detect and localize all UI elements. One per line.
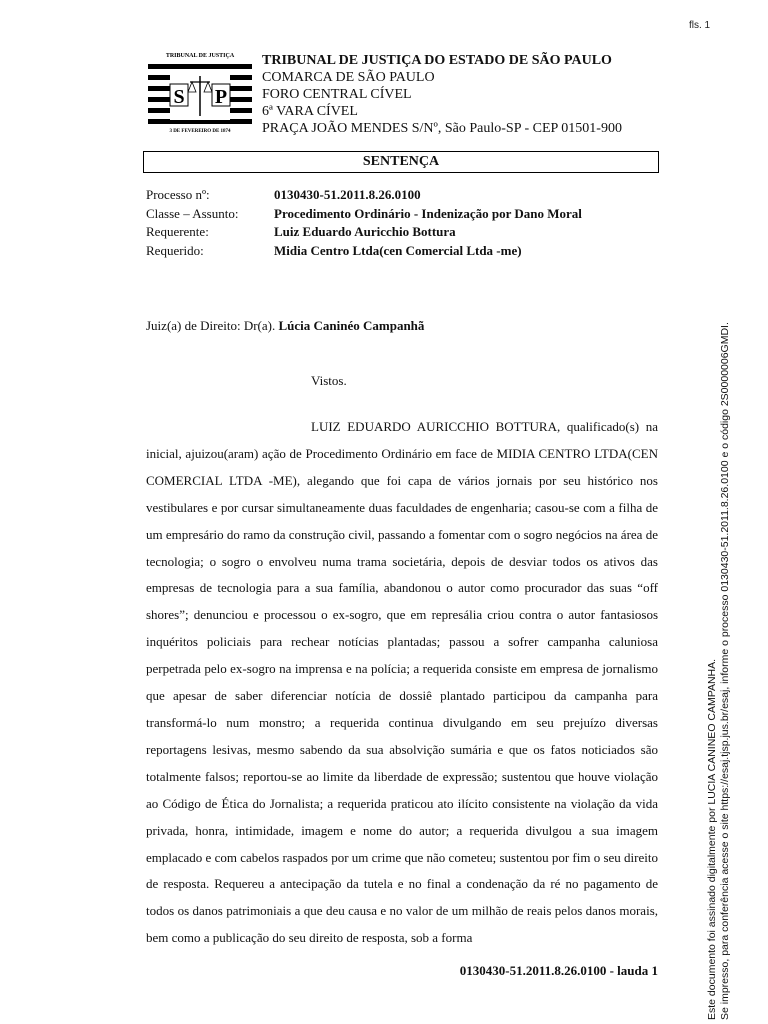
- vara: 6ª VARA CÍVEL: [262, 104, 358, 119]
- logo-bottom-text: 3 DE FEVEREIRO DE 1874: [169, 129, 231, 134]
- court-name: TRIBUNAL DE JUSTIÇA DO ESTADO DE SÃO PAULO: [262, 53, 612, 68]
- court-header: [262, 52, 622, 137]
- verification-line: Se impresso, para conferência acesse o site https://esaj.tjsp.jus.br/esaj, informe o processo 0130430-51.2011.8.26.0100 e o código 2S0000006GMDI.: [719, 322, 731, 1020]
- requerido-label: Requerido:: [146, 242, 204, 258]
- document-title: SENTENÇA: [143, 151, 659, 173]
- classe-row: [146, 205, 582, 224]
- processo-label: Processo nº:: [146, 187, 210, 202]
- body-paragraph: LUIZ EDUARDO AURICCHIO BOTTURA, qualificado(s) na inicial, ajuizou(aram) ação de Procedimento Ordinário em face de MIDIA CENTRO LTDA(CEN COMERCIAL LTDA -ME), alegando que foi capa de vários jornais por seu histórico nos vestibulares e por cursar simultaneamente duas faculdades de engenharia; casou-se com a filha de um empresário do ramo da construção civil, passando a fomentar com o sogro negócios na área de tecnologia; o sogro o envolveu numa trama societária, depois de desviar todos os ativos das empresas de tecnologia para a sua família, abandonou o autor como procurador das suas “off shores”; denunciou e processou o ex-sogro, que em represália criou contra o autor fantasiosos inquéritos policiais para rechear notícias plantadas; passou a sofrer campanha caluniosa perpetrada pelo ex-sogro na imprensa e na polícia; a requerida consiste em empresa de jornalismo que apesar de saber diferenciar notícia de dossiê plantado participou da campanha para transformá-lo num monstro; a requerida continua divulgando em seu prejuízo diversas reportagens lesivas, mesmo sabendo da sua absolvição sumária e que os fatos noticiados são totalmente falsos; reportou-se ao limite da liberdade de expressão; sustentou que houve violação ao Código de Ética do Jornalista; a requerida praticou ato ilícito consistente na violação da vida privada, honra, intimidade, imagem e nome do autor; a requerida divulgou a sua imagem emplacado e com cabelos raspados por um crime que não cometeu; sustentou por fim o seu direito de resposta. Requereu a antecipação da tutela e no final a condenação da ré no pagamento de todos os danos patrimoniais a que deu causa e no valor de um milhão de reais pelos danos morais, bem como a publicação do seu direito de resposta, sob a forma: [146, 419, 658, 946]
- lauda-footer: 0130430-51.2011.8.26.0100 - lauda 1: [459, 963, 658, 978]
- requerente-label: Requerente:: [146, 224, 209, 239]
- requerido-row: [146, 242, 582, 261]
- logo-right-letter: P: [214, 86, 228, 108]
- court-address: PRAÇA JOÃO MENDES S/Nº, São Paulo-SP - CEP 01501-900: [262, 121, 622, 136]
- processo-value: 0130430-51.2011.8.26.0100: [274, 187, 421, 202]
- classe-value: Procedimento Ordinário - Indenização por Dano Moral: [274, 205, 582, 221]
- digital-signature-notice: [706, 280, 732, 1020]
- judge-name: Lúcia Caninéo Campanhã: [278, 318, 425, 333]
- sentence-body: [146, 414, 658, 952]
- logo-top-text: TRIBUNAL DE JUSTIÇA: [165, 53, 235, 59]
- vistos: Vistos.: [311, 373, 347, 388]
- foro: FORO CENTRAL CÍVEL: [262, 87, 412, 102]
- court-logo: [144, 48, 256, 134]
- requerente-row: [146, 223, 582, 242]
- signature-line: Este documento foi assinado digitalmente por LUCIA CANINEO CAMPANHA.: [706, 658, 718, 1020]
- comarca: COMARCA DE SÃO PAULO: [262, 70, 435, 85]
- requerente-value: Luiz Eduardo Auricchio Bottura: [274, 224, 456, 239]
- classe-label: Classe – Assunto:: [146, 205, 239, 221]
- requerido-value: Midia Centro Ltda(cen Comercial Ltda -me): [274, 242, 522, 258]
- logo-left-letter: S: [173, 86, 185, 108]
- judge-label: Juiz(a) de Direito: Dr(a).: [146, 318, 276, 333]
- judge-line: [146, 318, 424, 334]
- page-number-marker: fls. 1: [689, 20, 711, 31]
- processo-row: [146, 186, 582, 205]
- case-details: [146, 186, 582, 260]
